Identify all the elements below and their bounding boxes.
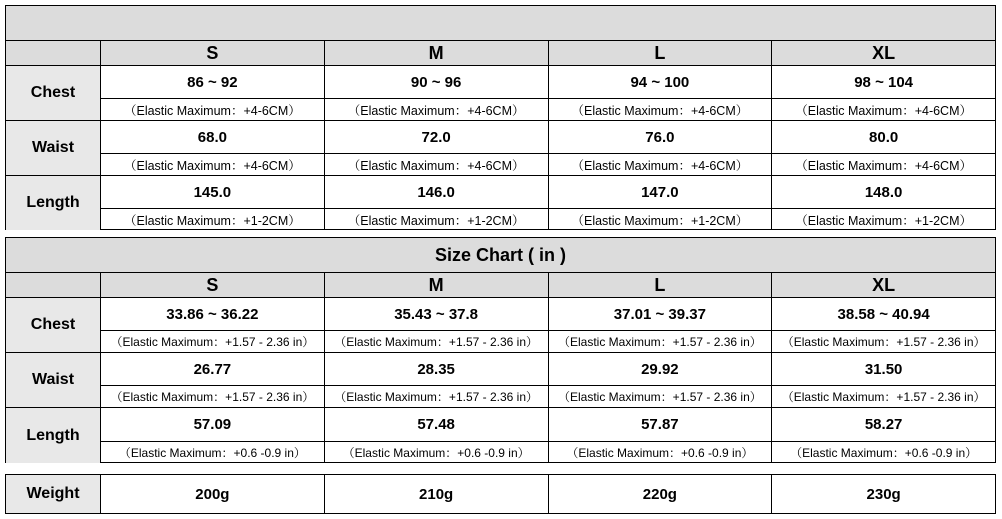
table-cell xyxy=(325,408,549,463)
table-cell xyxy=(325,353,549,407)
row-label: Waist xyxy=(6,353,101,407)
cell-note: （Elastic Maximum：+1.57 - 2.36 in） xyxy=(558,335,762,349)
table-cell xyxy=(549,176,773,230)
row-label: Chest xyxy=(6,66,101,120)
size-header-s: S xyxy=(101,273,325,297)
cell-value: 33.86 ~ 36.22 xyxy=(101,298,324,331)
row-label: Waist xyxy=(6,121,101,175)
table-cell xyxy=(549,121,773,175)
cell-note: （Elastic Maximum：+4-6CM） xyxy=(123,103,301,118)
table-cell xyxy=(549,408,773,463)
weight-value: 230g xyxy=(866,485,901,503)
table-cell xyxy=(101,408,325,463)
cell-value: 31.50 xyxy=(772,353,995,386)
size-header-xl: XL xyxy=(772,41,995,65)
cell-value: 57.09 xyxy=(101,408,324,442)
cell-value: 86 ~ 92 xyxy=(101,66,324,99)
table-cell xyxy=(772,408,995,463)
cell-note: （Elastic Maximum：+1.57 - 2.36 in） xyxy=(781,335,986,349)
table-cell xyxy=(549,66,773,120)
cell-value: 57.87 xyxy=(549,408,772,442)
cell-note: （Elastic Maximum：+1-2CM） xyxy=(123,213,301,228)
cell-value: 148.0 xyxy=(772,176,995,209)
cell-value: 26.77 xyxy=(101,353,324,386)
cell-value: 98 ~ 104 xyxy=(772,66,995,99)
size-header-s: S xyxy=(101,41,325,65)
cell-value: 28.35 xyxy=(325,353,548,386)
cell-note: （Elastic Maximum：+0.6 -0.9 in） xyxy=(790,446,978,460)
table-cell xyxy=(101,66,325,120)
cell-value: 57.48 xyxy=(325,408,548,442)
cell-value: 35.43 ~ 37.8 xyxy=(325,298,548,331)
cell-value: 147.0 xyxy=(549,176,772,209)
table-title-in: Size Chart ( in ) xyxy=(6,238,995,273)
cell-value: 145.0 xyxy=(101,176,324,209)
table-row-chest xyxy=(6,66,995,121)
table-cell xyxy=(772,298,995,352)
weight-value: 210g xyxy=(325,475,549,513)
size-table-in xyxy=(5,237,996,463)
cell-note: （Elastic Maximum：+0.6 -0.9 in） xyxy=(342,446,530,460)
table-row-weight xyxy=(6,475,995,513)
row-label: Chest xyxy=(6,298,101,352)
cell-note: （Elastic Maximum：+4-6CM） xyxy=(795,103,972,118)
table-row-waist xyxy=(6,121,995,176)
row-label: Length xyxy=(6,408,101,463)
size-header-xl: XL xyxy=(772,273,995,297)
cell-value: 146.0 xyxy=(325,176,548,209)
corner-cell xyxy=(6,41,101,65)
weight-table xyxy=(5,474,996,514)
cell-note: （Elastic Maximum：+1.57 - 2.36 in） xyxy=(110,335,315,349)
table-cell xyxy=(101,353,325,407)
cell-note: （Elastic Maximum：+0.6 -0.9 in） xyxy=(118,446,306,460)
row-label: Length xyxy=(6,176,101,230)
cell-note: （Elastic Maximum：+1.57 - 2.36 in） xyxy=(781,390,986,404)
weight-value: 200g xyxy=(101,475,325,513)
cell-note: （Elastic Maximum：+4-6CM） xyxy=(571,158,749,173)
table-cell xyxy=(549,353,773,407)
cell-value: 76.0 xyxy=(549,121,772,154)
table-cell xyxy=(101,298,325,352)
cell-value: 68.0 xyxy=(101,121,324,154)
table-cell xyxy=(772,353,995,407)
table-cell xyxy=(325,121,549,175)
cell-note: （Elastic Maximum：+4-6CM） xyxy=(347,158,525,173)
table-cell xyxy=(772,176,995,230)
cell-value: 29.92 xyxy=(549,353,772,386)
size-header-m: M xyxy=(325,41,549,65)
size-header-m: M xyxy=(325,273,549,297)
table-cell xyxy=(325,298,549,352)
cell-note: （Elastic Maximum：+0.6 -0.9 in） xyxy=(566,446,754,460)
cell-value: 72.0 xyxy=(325,121,548,154)
cell-note: （Elastic Maximum：+4-6CM） xyxy=(571,103,749,118)
table-title-cm xyxy=(6,6,995,41)
table-cell xyxy=(325,66,549,120)
cell-note: （Elastic Maximum：+4-6CM） xyxy=(347,103,525,118)
cell-note: （Elastic Maximum：+1-2CM） xyxy=(571,213,749,228)
corner-cell xyxy=(6,273,101,297)
cell-value: 94 ~ 100 xyxy=(549,66,772,99)
table-cell xyxy=(772,66,995,120)
table-cell xyxy=(325,176,549,230)
size-header-l: L xyxy=(549,273,773,297)
cell-note: （Elastic Maximum：+1-2CM） xyxy=(795,213,972,228)
size-header-l: L xyxy=(549,41,773,65)
cell-note: （Elastic Maximum：+1.57 - 2.36 in） xyxy=(334,390,538,404)
cell-value: 37.01 ~ 39.37 xyxy=(549,298,772,331)
size-table-cm xyxy=(5,5,996,230)
cell-value: 58.27 xyxy=(772,408,995,442)
cell-note: （Elastic Maximum：+4-6CM） xyxy=(795,158,972,173)
weight-value: 220g xyxy=(549,475,773,513)
row-label: Weight xyxy=(6,475,101,513)
size-header-row xyxy=(6,273,995,298)
cell-value: 90 ~ 96 xyxy=(325,66,548,99)
table-row-length xyxy=(6,176,995,230)
table-row-length xyxy=(6,408,995,463)
cell-note: （Elastic Maximum：+1.57 - 2.36 in） xyxy=(558,390,762,404)
table-cell xyxy=(101,121,325,175)
table-cell xyxy=(549,298,773,352)
size-header-row xyxy=(6,41,995,66)
table-cell xyxy=(772,121,995,175)
cell-value: 38.58 ~ 40.94 xyxy=(772,298,995,331)
table-cell xyxy=(101,176,325,230)
cell-note: （Elastic Maximum：+1.57 - 2.36 in） xyxy=(110,390,315,404)
cell-value: 80.0 xyxy=(772,121,995,154)
cell-note: （Elastic Maximum：+1-2CM） xyxy=(347,213,525,228)
table-row-waist xyxy=(6,353,995,408)
table-row-chest xyxy=(6,298,995,353)
cell-note: （Elastic Maximum：+1.57 - 2.36 in） xyxy=(334,335,538,349)
cell-note: （Elastic Maximum：+4-6CM） xyxy=(123,158,301,173)
